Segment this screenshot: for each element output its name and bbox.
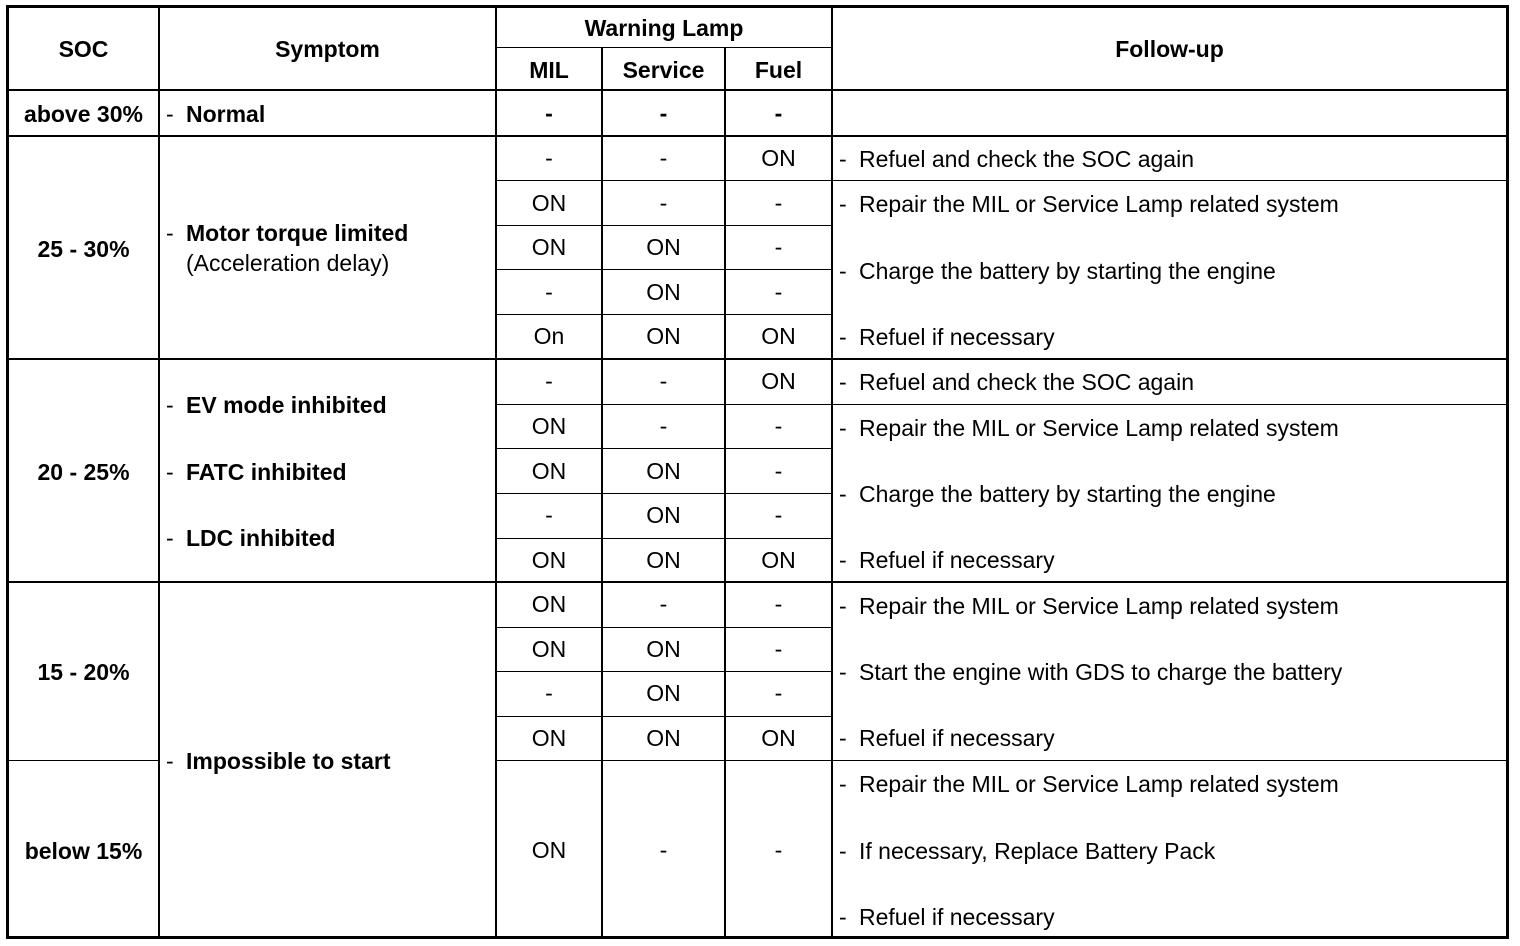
header-mil: MIL [529,57,569,83]
symptom-text: Motor torque limited [186,220,409,246]
lamp-fuel-cell: - [774,190,783,216]
group-divider [6,760,158,761]
follow-up-item [833,190,1339,218]
lamp-mil-cell: - [545,368,553,394]
lamp-fuel-cell: ON [761,323,796,349]
follow-up-item [833,837,1215,865]
follow-up-item [833,592,1339,620]
header-symptom: Symptom [275,36,380,62]
lamp-fuel-cell: - [774,680,783,706]
lamp-mil-cell: - [545,279,553,305]
lamp-mil-cell: ON [531,591,567,617]
lamp-service-cell: ON [646,725,681,751]
lamp-service-cell: - [659,591,668,617]
lamp-fuel-cell: - [774,413,783,439]
lamp-mil-cell: ON [531,458,567,484]
lamp-service-cell: ON [646,323,681,349]
symptom-item [160,524,335,552]
follow-up-item [833,145,1194,173]
header-service: Service [622,57,705,83]
symptom-text: Impossible to start [186,748,391,774]
lamp-service-cell: - [659,145,668,171]
follow-up-item [833,724,1055,752]
lamp-mil-cell: ON [531,547,567,573]
follow-up-text: If necessary, Replace Battery Pack [859,838,1216,864]
lamp-fuel-cell: - [774,100,783,126]
symptom-item [160,219,409,276]
follow-up-text: Refuel if necessary [859,725,1055,751]
lamp-service-cell: ON [646,458,681,484]
follow-up-text: Refuel if necessary [859,904,1055,930]
lamp-service-cell: - [659,413,668,439]
lamp-service-cell: ON [646,680,681,706]
lamp-mil-cell: - [545,100,553,126]
row-divider [496,404,1509,405]
lamp-mil-cell: ON [531,837,567,863]
lamp-fuel-cell: - [774,636,783,662]
symptom-item [160,458,347,486]
soc-cell: 20 - 25% [37,459,130,485]
row-divider [496,716,832,717]
follow-up-text: Start the engine with GDS to charge the battery [859,659,1343,685]
follow-up-text: Charge the battery by starting the engine [859,481,1276,507]
row-divider [496,671,832,672]
lamp-fuel-cell: - [774,234,783,260]
group-divider [6,358,1509,360]
lamp-service-cell: ON [646,636,681,662]
lamp-mil-cell: - [545,680,553,706]
group-divider [6,581,1509,583]
lamp-fuel-cell: ON [761,547,796,573]
table-border-top [6,5,1509,8]
header-follow-up: Follow-up [1115,36,1224,62]
symptom-text: LDC inhibited [186,525,336,551]
follow-up-item [833,323,1055,351]
lamp-fuel-cell: ON [761,145,796,171]
lamp-service-cell: - [659,837,668,863]
symptom-subtext: (Acceleration delay) [186,250,390,276]
follow-up-text: Repair the MIL or Service Lamp related system [859,415,1339,441]
symptom-item [160,100,265,128]
row-divider [496,627,832,628]
header-divider [6,89,1509,91]
lamp-service-cell: ON [646,502,681,528]
follow-up-item [833,658,1342,686]
follow-up-item [833,903,1055,931]
symptom-text: EV mode inhibited [186,392,387,418]
follow-up-text: Repair the MIL or Service Lamp related system [859,191,1339,217]
follow-up-text: Repair the MIL or Service Lamp related system [859,593,1339,619]
lamp-mil-cell: On [533,323,565,349]
follow-up-item [833,546,1055,574]
lamp-service-cell: ON [646,547,681,573]
lamp-mil-cell: ON [531,190,567,216]
lamp-mil-cell: ON [531,234,567,260]
follow-up-text: Refuel if necessary [859,324,1055,350]
lamp-fuel-cell: - [774,591,783,617]
row-divider [496,269,832,270]
lamp-fuel-cell: - [774,837,783,863]
row-divider [496,225,832,226]
lamp-fuel-cell: - [774,279,783,305]
lamp-mil-cell: ON [531,413,567,439]
lamp-mil-cell: - [545,502,553,528]
lamp-fuel-cell: - [774,458,783,484]
row-divider [496,538,832,539]
follow-up-text: Refuel and check the SOC again [859,369,1194,395]
symptom-item [160,391,387,419]
follow-up-item [833,480,1276,508]
symptom-item [160,747,390,775]
soc-cell: 25 - 30% [37,236,130,262]
header-warning-lamp: Warning Lamp [584,15,744,41]
soc-cell: 15 - 20% [37,659,130,685]
row-divider [496,180,1509,181]
lamp-mil-cell: - [545,145,553,171]
table-border-right [1506,5,1509,939]
row-divider [496,448,832,449]
follow-up-text: Refuel and check the SOC again [859,146,1194,172]
follow-up-text: Charge the battery by starting the engine [859,258,1276,284]
symptom-text: Normal [186,101,266,127]
soc-cell: above 30% [24,101,143,127]
group-divider [6,135,1509,137]
lamp-fuel-cell: ON [761,368,796,394]
follow-up-item [833,368,1194,396]
group-divider [496,760,1509,761]
header-fuel: Fuel [754,57,803,83]
follow-up-item [833,414,1339,442]
table-border-bottom [6,936,1509,939]
follow-up-text: Refuel if necessary [859,547,1055,573]
header-soc: SOC [58,36,109,62]
follow-up-item [833,257,1276,285]
row-divider [496,314,832,315]
lamp-service-cell: - [659,190,668,216]
row-divider [496,493,832,494]
lamp-fuel-cell: ON [761,725,796,751]
symptom-text: FATC inhibited [186,459,347,485]
lamp-service-cell: ON [646,234,681,260]
follow-up-text: Repair the MIL or Service Lamp related system [859,771,1339,797]
lamp-fuel-cell: - [774,502,783,528]
soc-cell: below 15% [24,838,143,864]
lamp-service-cell: - [659,368,668,394]
lamp-mil-cell: ON [531,725,567,751]
lamp-mil-cell: ON [531,636,567,662]
lamp-service-cell: - [659,100,668,126]
row-divider [496,47,832,48]
lamp-service-cell: ON [646,279,681,305]
follow-up-item [833,770,1339,798]
